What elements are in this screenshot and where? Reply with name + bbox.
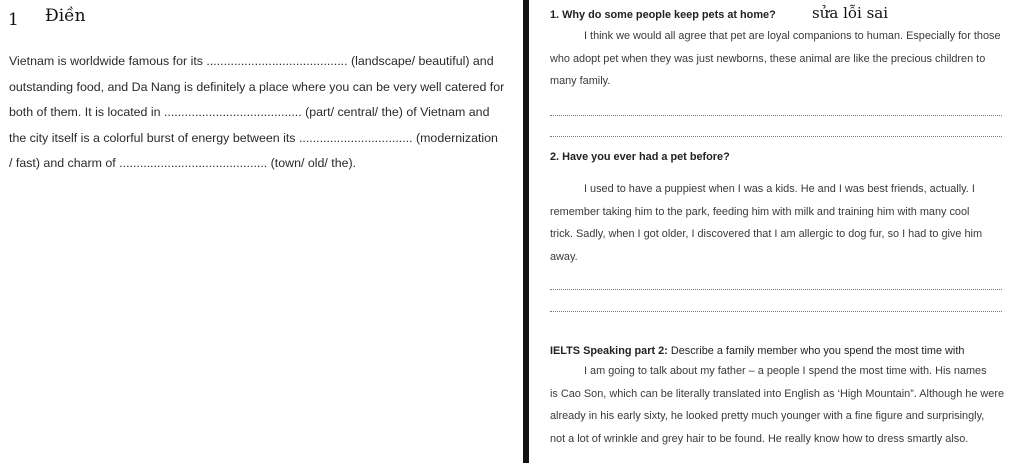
paragraph-line: I used to have a puppiest when I was a kids. He and I was best friends, actually. I xyxy=(584,183,975,195)
paragraph-line: trick. Sadly, when I got older, I discovered that I am allergic to dog fur, so I had to give him xyxy=(550,228,983,240)
question-3-title xyxy=(550,345,964,357)
paragraph-line: away. xyxy=(550,250,578,263)
paragraph-line: / fast) and charm of ........................................... (town/ old/ the). xyxy=(9,156,357,170)
answer-1-paragraph xyxy=(550,25,1005,93)
paragraph-line: already in his early sixty, he looked pretty much younger with a fine figure and surprisingly, xyxy=(550,410,985,422)
paragraph-line: both of them. It is located in ........................................ (part/ central/ the) of Vietnam and xyxy=(9,105,490,119)
right-worksheet xyxy=(529,0,1024,463)
question-3-title-text: IELTS Speaking part 2: Describe a family member who you spend the most time with xyxy=(550,345,965,357)
paragraph-line: who adopt pet when they was just newborns, these animal are like the precious children to xyxy=(550,52,986,65)
paragraph-line: is Cao Son, which can be literally translated into English as ‘High Mountain”. Although he were xyxy=(550,387,1005,400)
question-2-title: 2. Have you ever had a pet before? xyxy=(550,151,730,163)
fill-in-title: Điền xyxy=(45,6,86,26)
answer-line[interactable] xyxy=(550,311,1002,312)
question-1-title: 1. Why do some people keep pets at home? xyxy=(550,9,776,21)
error-correction-title: sửa lỗi sai xyxy=(812,4,889,22)
answer-line[interactable] xyxy=(550,289,1002,290)
paragraph-line: many family. xyxy=(550,75,611,87)
exercise-number: 1 xyxy=(8,10,19,30)
answer-line[interactable] xyxy=(550,136,1002,137)
answer-line[interactable] xyxy=(550,115,1002,116)
paragraph-line: remember taking him to the park, feeding him with milk and training him with many cool xyxy=(550,205,970,218)
paragraph-line: I am going to talk about my father – a people I spend the most time with. His names xyxy=(584,365,987,377)
paragraph-line: not a lot of wrinkle and grey hair to be found. He really know how to dress smartly also. xyxy=(550,432,969,445)
paragraph-line: Vietnam is worldwide famous for its ......................................... (landscape/ beautiful) and xyxy=(9,54,494,68)
answer-3-paragraph xyxy=(550,360,1005,450)
answer-2-paragraph xyxy=(550,178,1005,268)
paragraph-line: outstanding food, and Da Nang is definitely a place where you can be very well catered for xyxy=(9,79,505,94)
paragraph-line: the city itself is a colorful burst of energy between its ................................. (modernization xyxy=(9,130,498,145)
paragraph-line: I think we would all agree that pet are loyal companions to human. Especially for those xyxy=(584,30,1001,42)
fill-in-paragraph xyxy=(9,49,519,177)
